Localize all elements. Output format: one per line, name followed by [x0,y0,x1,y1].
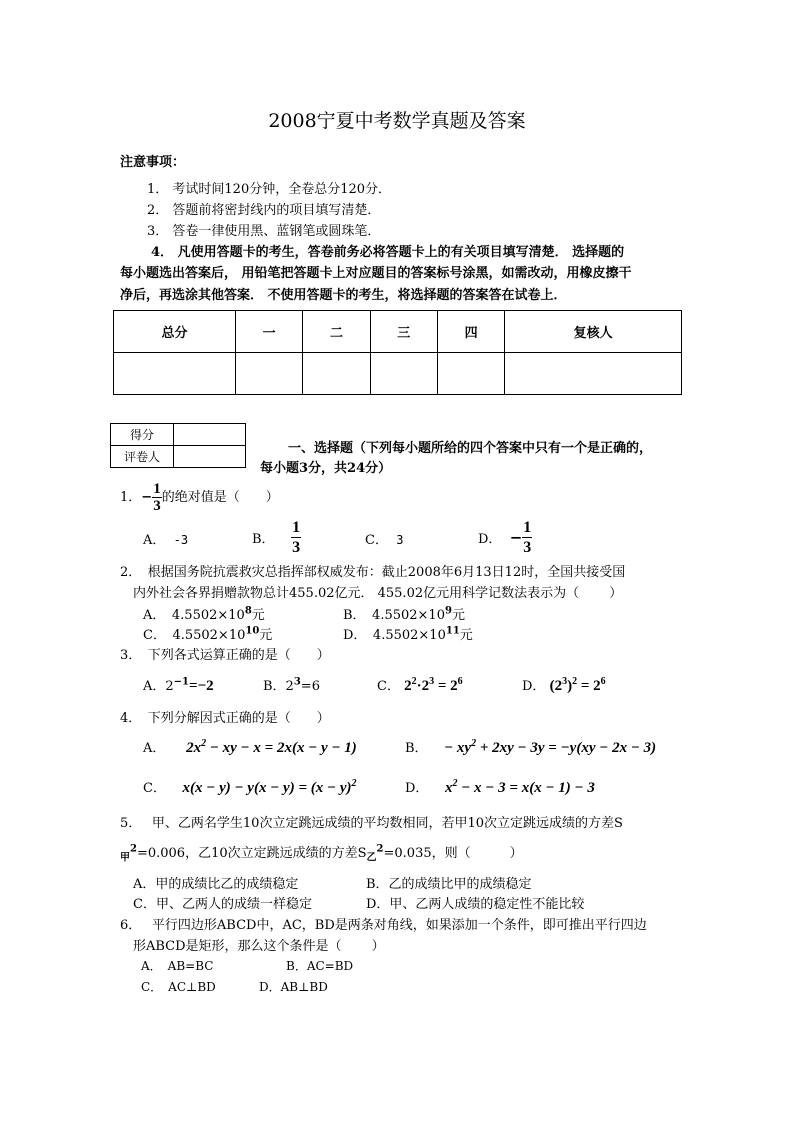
q3-option-a: A．$2^{-1}=-2$ [143,676,214,694]
score-cell [235,353,302,395]
q6-line2: 形ABCD是矩形，那么这个条件是（ ） [133,939,385,954]
q6-option-b: B．AC=BD [286,959,354,973]
score-header-1: 一 [235,311,302,353]
q1-fraction: $\frac{1}{3}$ [153,481,161,514]
q2-line1: 2． 根据国务院抗震救灾总指挥部权威发布：截止2008年6月13日12时，全国共接受国 [120,565,626,580]
score-cell [437,353,504,395]
score-header-3: 三 [370,311,437,353]
notice-heading: 注意事项： [120,155,186,170]
score-cell [303,353,370,395]
notice-item-4-line3: 净后，再选涂其他答案． 不使用答题卡的考生，将选择题的答案答在试卷上． [120,288,567,303]
q2-option-a: A． $4.5502\times 10^8$元 [143,605,265,623]
q4-option-c: C． $x(x - y) - y(x - y) = (x - y)^2$ [143,778,357,796]
q2-option-c: C． $4.5502\times 10^{10}$元 [143,625,273,643]
question-1 [120,480,279,516]
q3-option-c: C． $2^2\cdot 2^3 = 2^6$ [377,676,463,694]
q1-number: 1． [120,490,142,505]
score-header-2: 二 [303,311,370,353]
q5-option-a: A．甲的成绩比乙的成绩稳定 [133,877,299,892]
q3-option-b: B．$2^3=6$ [263,676,320,694]
q6-option-d: D．AB⊥BD [259,980,328,994]
notice-item-1: 1． 考试时间120分钟，全卷总分120分． [147,182,392,197]
q6-option-a: A． AB=BC [141,959,214,973]
q5-option-b: B．乙的成绩比甲的成绩稳定 [366,877,532,892]
q4-option-b: B． − $xy^2 + 2xy - 3y = -y(xy - 2x - 3)$ [405,738,657,756]
score-cell [114,353,236,395]
q5-option-d: D．甲、乙两人成绩的稳定性不能比较 [366,897,585,912]
q2-option-b: B． $4.5502\times 10^9$元 [343,605,465,623]
section1-heading-line1: 一、选择题（下列每小题所给的四个答案中只有一个是正确的， [288,441,653,456]
grader-name-label: 评卷人 [111,446,174,468]
q1-minus: − [141,490,153,505]
score-table [113,310,682,395]
q5-line2: $_甲^2$=0.006，乙10次立定跳远成绩的方差$S_乙^2=0.035$，则（ ） [120,843,523,864]
grader-table [110,423,246,468]
q1-option-b: B． $\frac{1}{3}$ [252,519,301,556]
q6-option-c: C． AC⊥BD [141,980,216,994]
q4-stem: 4． 下列分解因式正确的是（ ） [120,711,330,726]
notice-item-4-line2: 每小题选出答案后， 用铅笔把答题卡上对应题目的答案标号涂黑，如需改动，用橡皮擦干 [120,266,632,281]
notice-item-3: 3． 答卷一律使用黑、蓝钢笔或圆珠笔． [147,224,381,239]
q1-option-a: A． -3 [143,533,189,548]
q1-stem: 的绝对值是（ ） [161,490,279,505]
q4-option-d: D． $x^2 - x - 3 = x(x - 1) - 3$ [405,778,595,796]
q2-line2: 内外社会各界捐赠款物总计455.02亿元． 455.02亿元用科学记数法表示为（ ） [133,586,623,601]
q4-option-a: A． $2x^2$ − xy − x = 2x(x − y − 1) [143,738,357,756]
score-cell [505,353,682,395]
score-cell [370,353,437,395]
q6-line1: 6． 平行四边形ABCD中，AC，BD是两条对角线，如果添加一个条件，即可推出平行四边 [120,918,647,933]
q2-option-d: D． $4.5502\times 10^{11}$元 [343,625,473,643]
score-table-header-row [114,311,682,353]
q3-stem: 3． 下列各式运算正确的是（ ） [120,648,330,663]
notice-item-2: 2． 答题前将密封线内的项目填写清楚． [147,203,381,218]
grader-score-label: 得分 [111,424,174,446]
q5-line1: 5． 甲、乙两名学生10次立定跳远成绩的平均数相同，若甲10次立定跳远成绩的方差S [120,816,623,831]
section1-heading-line2: 每小题3分，共24分） [260,461,392,476]
grader-name-cell [174,446,246,468]
score-header-total: 总分 [114,311,236,353]
q5-option-c: C．甲、乙两人的成绩一样稳定 [133,897,312,912]
score-header-reviewer: 复核人 [505,311,682,353]
q1-option-d: D． − $\frac{1}{3}$ [478,519,532,556]
page-title: 2008宁夏中考数学真题及答案 [268,110,526,132]
score-header-4: 四 [437,311,504,353]
notice-item-4-line1: 4． 凡使用答题卡的考生，答卷前务必将答题卡上的有关项目填写清楚． 选择题的 [151,245,625,260]
q1-option-c: C． 3 [365,533,404,548]
q3-option-d: D． $(2^3)^2 = 2^6$ [522,676,606,694]
grader-score-cell [174,424,246,446]
score-table-blank-row [114,353,682,395]
